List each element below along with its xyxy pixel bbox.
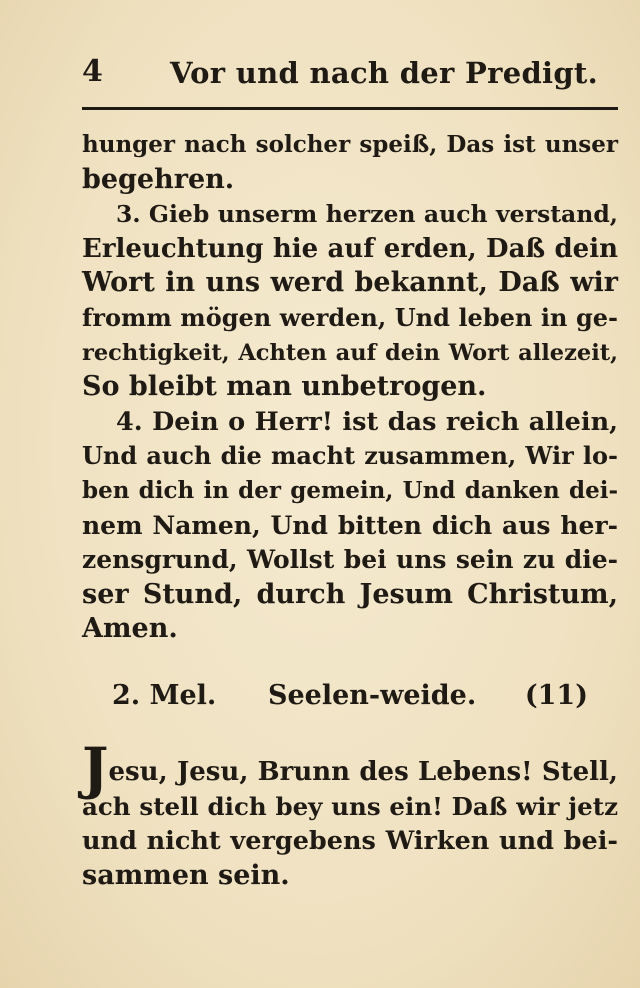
text-line: sammen sein. xyxy=(82,859,290,891)
text-line: zensgrund, Wollst bei uns sein zu die- xyxy=(82,545,618,575)
text-line: ben dich in der gemein, Und danken dei- xyxy=(82,476,618,504)
text-line: fromm mögen werden, Und leben in ge- xyxy=(82,302,618,332)
hymn-continued-text xyxy=(82,128,618,647)
verse-4-start: 4. Dein o Herr! ist das reich allein, xyxy=(116,406,618,437)
page-header xyxy=(82,46,620,96)
melody-heading xyxy=(82,680,618,716)
verse-3-start: 3. Gieb unserm herzen auch verstand, xyxy=(116,200,618,229)
page-number: 4 xyxy=(82,54,103,89)
text-line: rechtigkeit, Achten auf dein Wort allezeit, xyxy=(82,339,618,366)
text-line: begehren. xyxy=(82,163,235,195)
melody-number: (11) xyxy=(524,680,588,711)
drop-initial: J xyxy=(82,736,109,802)
running-title: Vor und nach der Predigt. xyxy=(170,56,599,90)
text-line: ach stell dich bey uns ein! Daß wir jetz xyxy=(82,791,618,821)
text-line: Und auch die macht zusammen, Wir lo- xyxy=(82,441,618,471)
first-line-rest: esu, Jesu, Brunn des Lebens! Stell, xyxy=(108,757,618,787)
hymn-new-text xyxy=(82,736,618,893)
text-line: Wort in uns werd bekannt, Daß wir xyxy=(82,267,618,299)
hymn-first-line xyxy=(82,736,618,802)
text-line: nem Namen, Und bitten dich aus her- xyxy=(82,510,618,540)
text-line: und nicht vergebens Wirken und bei- xyxy=(82,826,618,857)
melody-label: 2. Mel. xyxy=(112,680,217,711)
text-line: hunger nach solcher speiß, Das ist unser xyxy=(82,131,618,158)
header-rule xyxy=(82,107,618,110)
text-line: Erleuchtung hie auf erden, Daß dein xyxy=(82,233,618,264)
text-line: So bleibt man unbetrogen. xyxy=(82,371,487,403)
text-line: ser Stund, durch Jesum Christum, xyxy=(82,578,618,610)
text-line: Amen. xyxy=(82,613,178,645)
melody-name: Seelen-weide. xyxy=(268,680,477,711)
